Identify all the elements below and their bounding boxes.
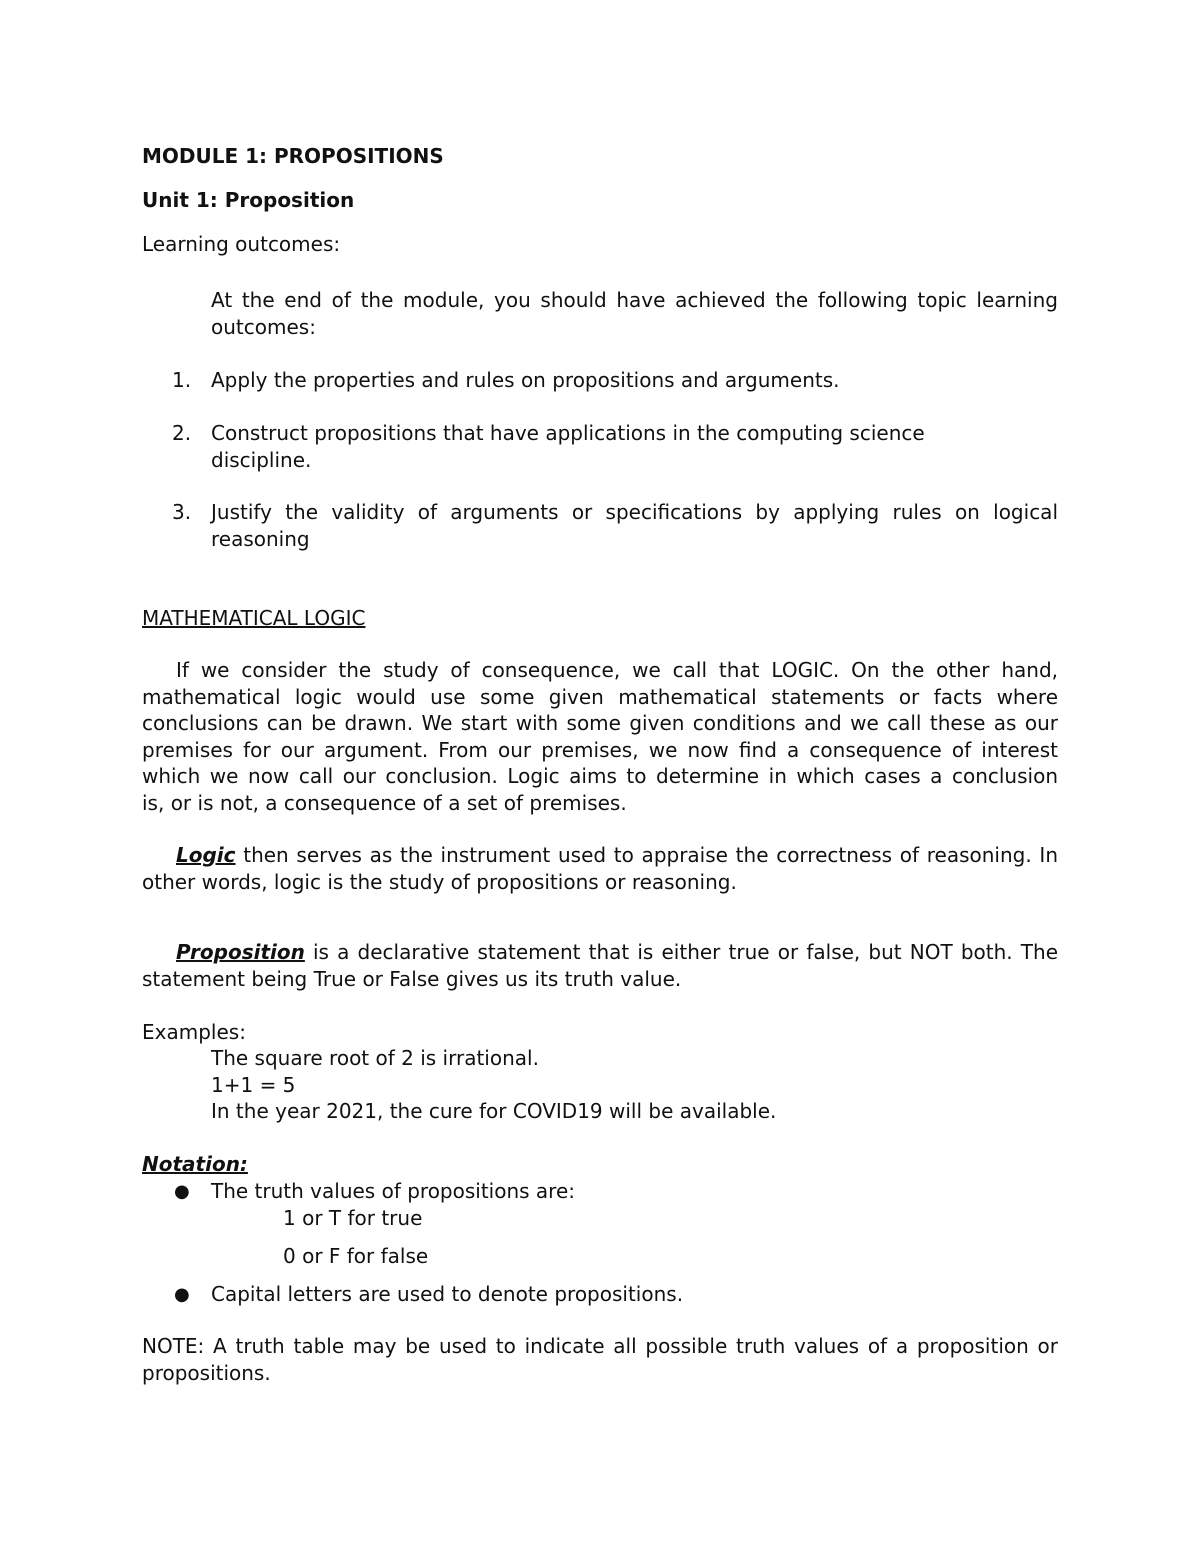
logic-definition-text: then serves as the instrument used to appraise the correctness of reasoning. In [235,843,1058,867]
paragraph-line: conclusions can be drawn. We start with some given conditions and we call these as our [142,711,1058,735]
proposition-definition-line [176,939,1058,966]
bullet-icon: ● [174,1284,190,1305]
proposition-definition-line: statement being True or False gives us its truth value. [142,967,682,991]
outcome-text: Construct propositions that have applications in the computing science [211,421,925,445]
outcome-text: Justify the validity of arguments or specifications by applying rules on logical [211,500,1058,524]
intro-line: At the end of the module, you should have achieved the following topic learning [211,288,1058,312]
unit-title: Unit 1: Proposition [142,188,355,212]
outcome-text: discipline. [211,448,312,472]
notation-label: Notation: [142,1152,248,1176]
paragraph-line: If we consider the study of consequence, we call that LOGIC. On the other hand, [176,658,1058,682]
example-item: In the year 2021, the cure for COVID19 will be available. [211,1099,777,1123]
outcome-number: 1. [172,368,192,392]
proposition-term: Proposition [176,940,305,964]
section-heading: MATHEMATICAL LOGIC [142,606,366,630]
truth-value-item: 0 or F for false [283,1244,429,1268]
module-title: MODULE 1: PROPOSITIONS [142,144,444,168]
bullet-icon: ● [174,1181,190,1202]
paragraph-line: mathematical logic would use some given mathematical statements or facts where [142,685,1058,709]
logic-definition-line [176,842,1058,869]
learning-outcomes-label: Learning outcomes: [142,232,341,256]
example-item: 1+1 = 5 [211,1073,296,1097]
outcome-number: 3. [172,500,192,524]
notation-bullet: Capital letters are used to denote propositions. [211,1282,684,1306]
paragraph-line: premises for our argument. From our premises, we now find a consequence of interest [142,738,1058,762]
truth-value-item: 1 or T for true [283,1206,423,1230]
outcome-text: reasoning [211,527,310,551]
note-line: propositions. [142,1361,271,1385]
outcome-text: Apply the properties and rules on propositions and arguments. [211,368,840,392]
paragraph-line: is, or is not, a consequence of a set of premises. [142,791,627,815]
paragraph-line: which we now call our conclusion. Logic aims to determine in which cases a conclusion [142,764,1058,788]
logic-definition-line: other words, logic is the study of propositions or reasoning. [142,870,737,894]
outcome-number: 2. [172,421,192,445]
proposition-definition-text: is a declarative statement that is either true or false, but NOT both. The [304,940,1058,964]
examples-label: Examples: [142,1020,246,1044]
example-item: The square root of 2 is irrational. [211,1046,539,1070]
notation-bullet: The truth values of propositions are: [211,1179,576,1203]
note-line: NOTE: A truth table may be used to indicate all possible truth values of a proposition or [142,1334,1058,1358]
logic-term: Logic [176,843,236,867]
intro-line: outcomes: [211,315,316,339]
